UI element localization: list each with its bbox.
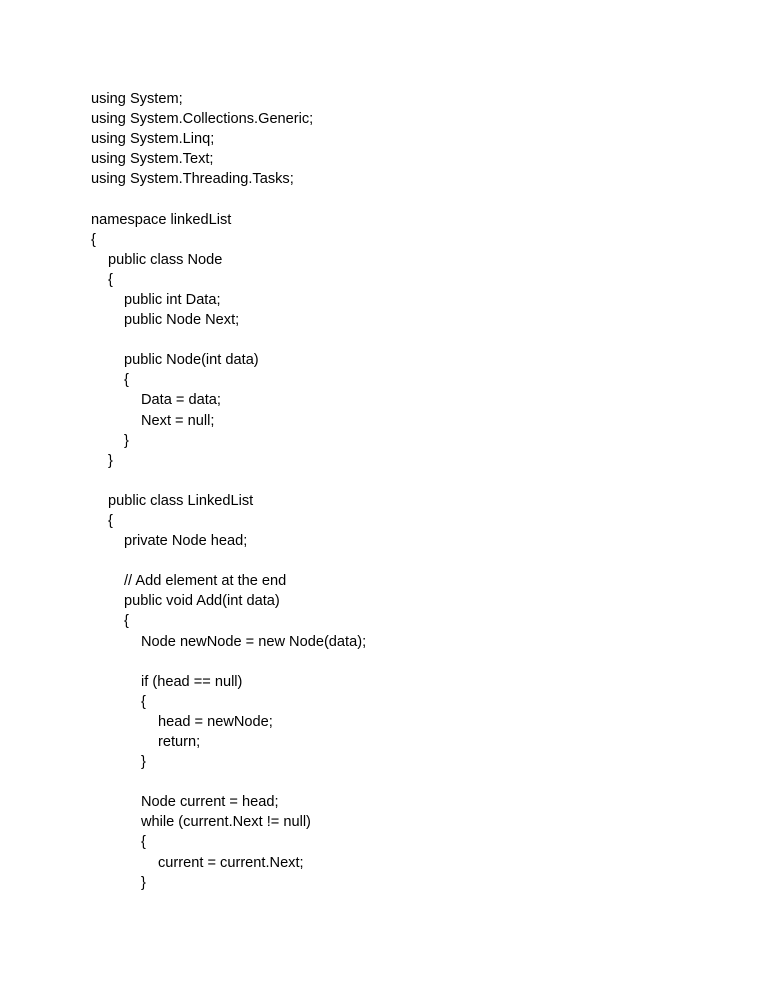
code-line: while (current.Next != null)	[141, 814, 311, 831]
code-line: {	[108, 271, 113, 288]
code-line: current = current.Next;	[158, 854, 304, 871]
code-line: }	[141, 754, 146, 771]
code-line: private Node head;	[124, 533, 248, 550]
code-line: Node newNode = new Node(data);	[141, 633, 367, 650]
code-block	[91, 89, 366, 893]
code-line: public int Data;	[124, 291, 221, 308]
code-line: }	[124, 432, 129, 449]
code-line: {	[141, 693, 146, 710]
code-line: Node current = head;	[141, 794, 279, 811]
code-line: using System.Collections.Generic;	[91, 111, 314, 128]
code-line: Next = null;	[141, 412, 215, 429]
blank-line	[91, 772, 366, 792]
code-line: public class Node	[108, 251, 223, 268]
code-line: {	[108, 512, 113, 529]
code-line: }	[141, 874, 146, 891]
code-line: {	[124, 372, 129, 389]
code-line: {	[91, 231, 96, 248]
code-line: if (head == null)	[141, 673, 243, 690]
blank-line	[91, 652, 366, 672]
blank-line	[91, 551, 366, 571]
blank-line	[91, 330, 366, 350]
code-line: using System.Threading.Tasks;	[91, 171, 294, 188]
code-line: {	[141, 834, 146, 851]
code-line: }	[108, 452, 113, 469]
code-line: using System.Text;	[91, 151, 214, 168]
code-line: {	[124, 613, 129, 630]
code-line: public Node Next;	[124, 312, 240, 329]
code-line: // Add element at the end	[124, 573, 287, 590]
code-line: Data = data;	[141, 392, 221, 409]
code-line: using System.Linq;	[91, 131, 215, 148]
code-line: public Node(int data)	[124, 352, 259, 369]
code-line: using System;	[91, 91, 183, 107]
code-line: public class LinkedList	[108, 492, 254, 509]
code-line: head = newNode;	[158, 713, 273, 730]
blank-line	[91, 471, 366, 491]
code-line: public void Add(int data)	[124, 593, 280, 610]
code-line: namespace linkedList	[91, 211, 232, 228]
code-line: return;	[158, 734, 201, 750]
blank-line	[91, 189, 366, 209]
